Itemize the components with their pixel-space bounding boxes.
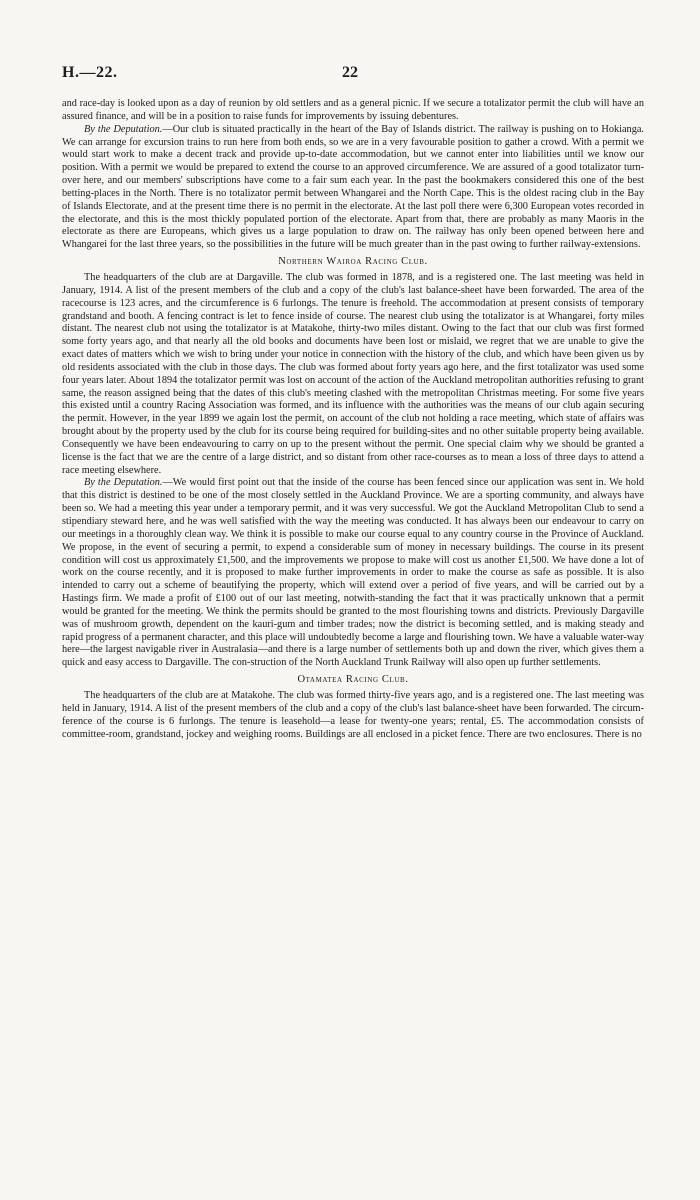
- page-header: [0, 64, 700, 88]
- section-heading-otamatea: Otamatea Racing Club.: [297, 674, 409, 686]
- paragraph: and race-day is looked upon as a day of reunion by old settlers and as a general picnic. If we secure a totalizator permit the club will have an assured finance, and will be in a position to raise funds for improvements by issuing debentures.: [62, 98, 644, 122]
- page-body: [62, 98, 644, 741]
- speaker-lead: By the Deputation.: [84, 477, 163, 489]
- paragraph: By the Deputation.—We would first point out that the inside of the course has been fenced since our application was sent in. We hold that this district is destined to be one of the most closely settled in the Auckland Province. We are a sporting community, and always have been so. We had a meeting this year under a temporary permit, and it was very successful. We got the Auckland Metropolitan Club to send a stipendiary steward here, and he was well satisfied with the way the meeting was conducted. It has always been our endeavour to carry on our meetings in a thoroughly clean way. We think it is possible to make our course equal to any country course in the Province of Auckland. We propose, in the event of securing a permit, to expend a considerable sum of money in necessary buildings. The course in its present condition will cost us approximately £1,500, and the improvements we propose to make will cost us another £1,500. We have done a lot of work on the course recently, and it is proposed to make further improvements in order to make the course as safe as possible. It is also intended to carry out a scheme of beautifying the property, which will extend over a period of five years, and will be carried out by a Hastings firm. We made a profit of £100 out of our last meeting, notwith-standing the fact that it was practically unknown that a permit would be granted for the meeting. We think the permits should be granted to the most flourishing towns and districts. Previously Dargaville was of mushroom growth, dependent on the kauri-gum and timber trades; now the district is becoming settled, and is making steady and rapid progress of a permanent character, and this place will undoubtedly become a large and flourishing town. We have a valuable water-way here—the largest navigable river in Australasia—and there is a large number of settlements both up and down the river, which gives them a quick and easy access to Dargaville. The con-struction of the North Auckland Trunk Railway will also open up further settlements.: [62, 477, 644, 669]
- section-heading-northern-wairoa: Northern Wairoa Racing Club.: [278, 256, 428, 268]
- paragraph: The headquarters of the club are at Matakohe. The club was formed thirty-five years ago, and is a registered one. The last meeting was held in January, 1914. A list of the present members of the club and a copy of the club's last balance-sheet have been forwarded. The circum-ference of the course is 6 furlongs. The tenure is leasehold—a lease for twenty-one years; rental, £5. The accommodation consists of committee-room, grandstand, jockey and weighing rooms. Buildings are all enclosed in a picket fence. There are two enclosures. There is no: [62, 689, 644, 740]
- document-reference: H.—22.: [62, 64, 118, 81]
- paragraph: By the Deputation.—Our club is situated practically in the heart of the Bay of Islands district. The railway is pushing on to Hokianga. We can arrange for excursion trains to run here from both ends, so we are in a very favourable position to gather a crowd. With a permit we would start work to make a decent track and provide up-to-date accommodation, but we cannot enter into liabilities until we know our position. With a permit we would be prepared to extend the course to an approved circumference. We are assured of a good totalizator turn-over here, and our members' subscriptions have come to a fair sum each year. In the past the bookmakers considered this one of the best betting-places in the North. There is no totalizator permit between Whangarei and the North Cape. This is the oldest racing club in the Bay of Islands Electorate, and at the present time there is no permit in the electorate. At the last poll there were 6,300 European votes recorded in the electorate, and this is the most thickly populated portion of the electorate. Apart from that, there are probably as many Maoris in the electorate as there are Europeans, which gives us a large population to draw on. The railway has only been opened between here and Whangarei for the last three years, so the possibilities in the future will be much greater than in the past owing to further railway-extensions.: [62, 123, 644, 251]
- paragraph: The headquarters of the club are at Dargaville. The club was formed in 1878, and is a registered one. The last meeting was held in January, 1914. A list of the present members of the club and a copy of the club's last balance-sheet have been forwarded. The area of the racecourse is 123 acres, and the circumference is 6 furlongs. The tenure is freehold. The accommodation at present consists of temporary grandstand and booth. A fencing contract is let to fence inside of course. The nearest club using the totalizator is at Whangarei, forty miles distant. The nearest club not using the totalizator is at Matakohe, thirty-two miles distant. Owing to the fact that our club was first formed some forty years ago, and that nearly all the old books and documents have been lost or mislaid, we regret that we are unable to give the exact dates of matters which we wish to bring under your notice in connection with the history of the club, and which have been given us by old residents associated with the club in those days. The club was formed about forty years ago here, and the first totalizator was used some four years later. About 1894 the totalizator permit was lost on account of the action of the Auckland metropolitan authorities refusing to grant same, the reason assigned being that the dates of this club's meeting clashed with the metropolitan Christmas meeting. For some five years this existed until a country Racing Association was formed, and its influence with the authorities was the means of our club again securing the permit. However, in the year 1899 we again lost the permit, on account of the club not holding a race meeting, which state of affairs was brought about by the property used by the club for its course being required for building-sites and no other suitable property being available. Consequently we have been endeavouring to carry on up to the present without the permit. One special claim why we should be granted a license is the fact that we are the centre of a large district, and so distant from other race-courses as to mean a loss of three days to attend a race meeting elsewhere.: [62, 271, 644, 476]
- page-number: 22: [342, 64, 358, 81]
- speaker-lead: By the Deputation.: [84, 123, 163, 135]
